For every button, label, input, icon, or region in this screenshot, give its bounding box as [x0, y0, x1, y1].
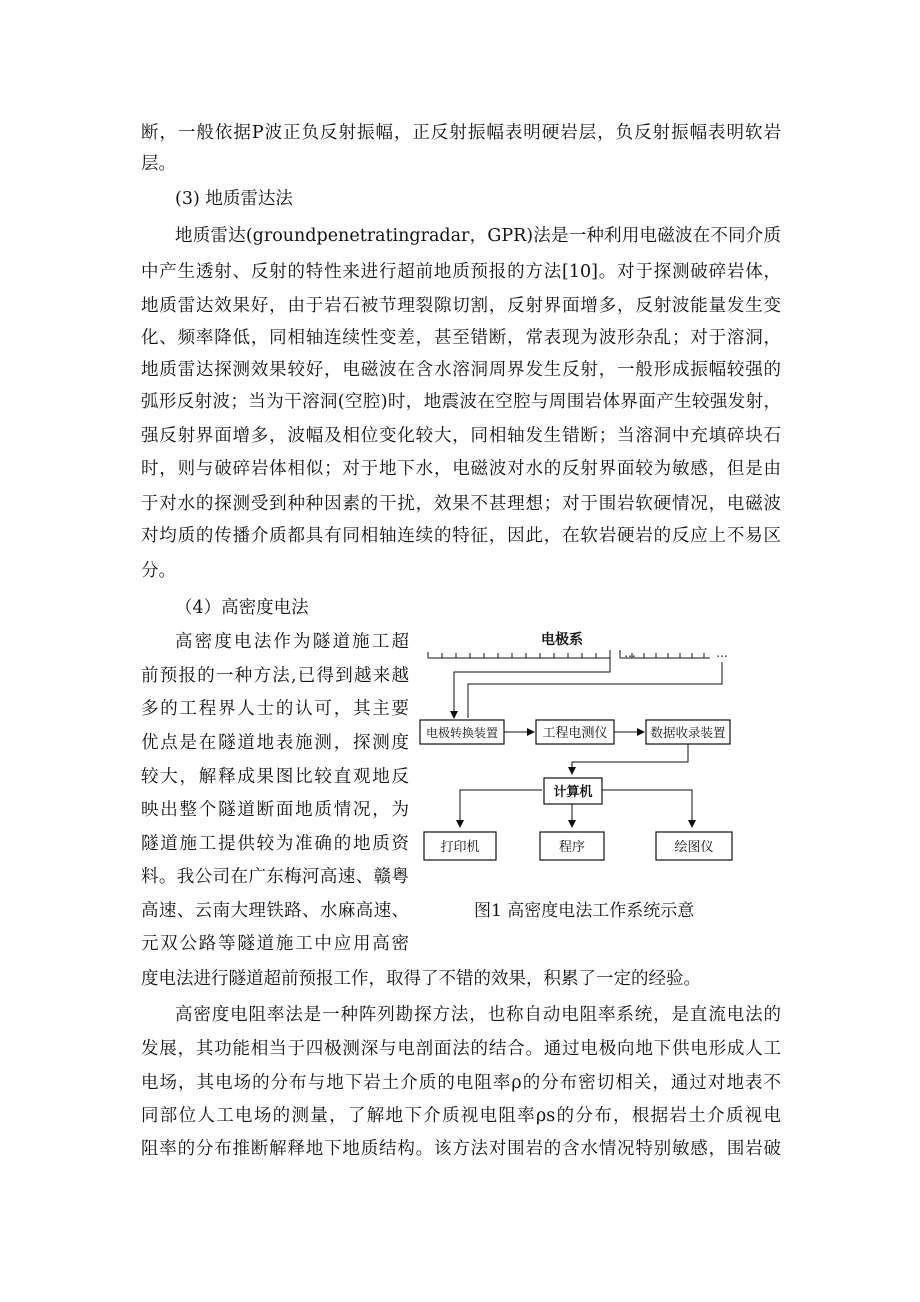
text-line: 多的工程界人士的认可，其主要: [141, 699, 409, 719]
dots-left: ...: [624, 646, 636, 660]
electrode-label: 电极系: [541, 632, 583, 648]
text-line: 高密度电法作为隧道施工超: [175, 632, 409, 652]
text-line: 强反射界面增多，波幅及相位变化较大，同相轴发生错断；当溶洞中充填碎块石: [141, 426, 781, 446]
text-line: 化、频率降低，同相轴连续性变差，甚至错断，常表现为波形杂乱；对于溶洞，: [141, 328, 781, 348]
text-line: 发展，其功能相当于四极测深与电剖面法的结合。通过电极向地下供电形成人工: [141, 1039, 781, 1059]
text-line: 层。: [141, 154, 176, 174]
text-line: 于对水的探测受到种种因素的干扰，效果不甚理想；对于围岩软硬情况，电磁波: [141, 494, 781, 514]
text-line: 地质雷达(groundpenetratingradar，GPR)法是一种利用电磁波在不同介质: [175, 226, 781, 246]
text-line: 对均质的传播介质都具有同相轴连续的特征，因此，在软岩硬岩的反应上不易区: [141, 526, 781, 546]
text-line: 电场，其电场的分布与地下岩土介质的电阻率ρ的分布密切相关，通过对地表不: [141, 1073, 781, 1093]
meter-label: 工程电测仪: [542, 726, 608, 741]
text-line: 元双公路等隧道施工中应用高密: [141, 934, 409, 954]
program-label: 程序: [558, 840, 586, 855]
text-line: 同部位人工电场的测量，了解地下介质视电阻率ρs的分布，根据岩土介质视电: [141, 1106, 781, 1126]
text-line: 度电法进行隧道超前预报工作，取得了不错的效果，积累了一定的经验。: [141, 969, 701, 989]
figure-caption: 图1 高密度电法工作系统示意: [474, 901, 695, 921]
text-line: 断，一般依据P波正负反射振幅，正反射振幅表明硬岩层，负反射振幅表明软岩: [141, 123, 781, 143]
text-line: 弧形反射波；当为干溶洞(空腔)时，地震波在空腔与周围岩体界面产生较强发射，: [141, 392, 781, 412]
dots-right: ...: [716, 646, 728, 660]
plotter-label: 绘图仪: [674, 840, 714, 855]
text-line: 地质雷达探测效果较好，电磁波在含水溶洞周界发生反射，一般形成振幅较强的: [141, 360, 781, 380]
section-heading: （4）高密度电法: [175, 598, 309, 618]
printer-label: 打印机: [440, 840, 480, 855]
text-line: 优点是在隧道地表施测，探测度: [141, 733, 409, 753]
system-diagram: [410, 622, 760, 867]
text-line: 料。我公司在广东梅河高速、赣粤: [141, 867, 409, 887]
converter-label: 电极转换装置: [425, 726, 499, 740]
section-heading: (3) 地质雷达法: [175, 189, 293, 209]
text-line: 分。: [141, 561, 176, 581]
text-line: 高密度电阻率法是一种阵列勘探方法，也称自动电阻率系统，是直流电法的: [175, 1005, 781, 1025]
text-line: 前预报的一种方法,已得到越来越: [141, 666, 409, 686]
text-line: 映出整个隧道断面地质情况，为: [141, 800, 409, 820]
recorder-label: 数据收录装置: [650, 725, 726, 740]
text-line: 较大，解释成果图比较直观地反: [141, 767, 409, 787]
text-line: 隧道施工提供较为准确的地质资: [141, 834, 409, 854]
text-line: 高速、云南大理铁路、水麻高速、: [141, 901, 409, 921]
text-line: 地质雷达效果好，由于岩石被节理裂隙切割，反射界面增多，反射波能量发生变: [141, 296, 781, 316]
computer-label: 计算机: [553, 785, 593, 800]
text-line: 中产生透射、反射的特性来进行超前地质预报的方法[10]。对于探测破碎岩体，: [141, 262, 781, 282]
text-line: 时，则与破碎岩体相似；对于地下水，电磁波对水的反射界面较为敏感，但是由: [141, 459, 781, 479]
text-line: 阻率的分布推断解释地下地质结构。该方法对围岩的含水情况特别敏感，围岩破: [141, 1139, 781, 1159]
